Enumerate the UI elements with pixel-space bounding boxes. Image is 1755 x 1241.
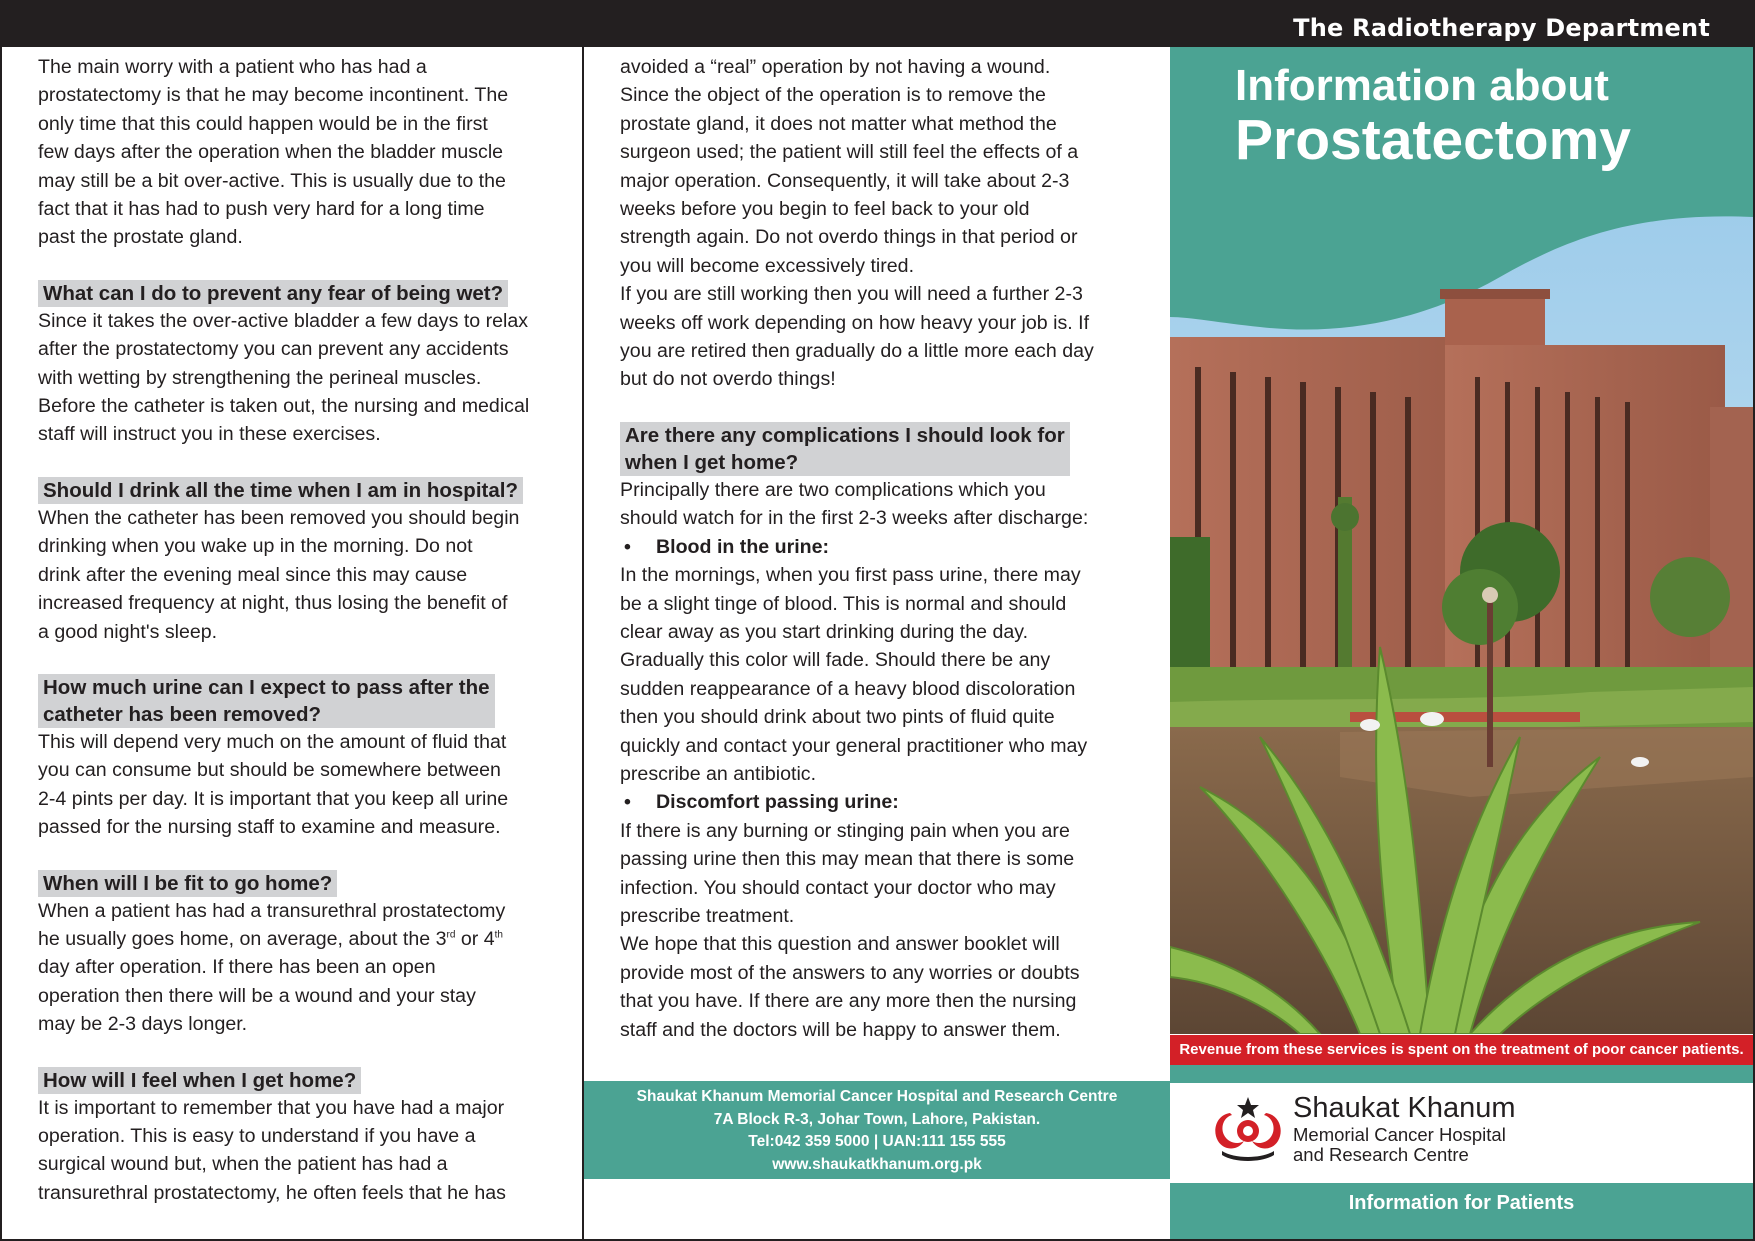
answer-urine-amount: This will depend very much on the amount of fluid that you can consume but should be somewhere between 2-4 pints per day. It is important that you keep all urine passed for the nursing staff to examine and measure.: [38, 730, 509, 839]
contact-block: [584, 1081, 1170, 1179]
text-discomfort: If there is any burning or stinging pain when you are passing urine then this may mean that there is some infection. You should contact your doctor who may prescribe treatment. We hope that this question and answer booklet will provide most of the answers to any worries or doubts that you have. If there are any more then the nursing staff and the doctors will be happy to answer them.: [620, 819, 1080, 1041]
hospital-website[interactable]: www.shaukatkhanum.org.pk: [772, 1155, 982, 1173]
bullet-dot-icon: •: [624, 791, 631, 814]
column-left: [0, 47, 584, 1241]
answer-fit-home: When a patient has had a transurethral prostatectomy he usually goes home, on average, about the 3rd or 4th day after operation. If there has been an open operation then there will be a wound and your stay may be 2-3 days longer.: [38, 899, 506, 1036]
cover-title-line2: Prostatectomy: [1235, 108, 1631, 172]
answer-complications: Principally there are two complications which you should watch for in the first 2-3 weeks after discharge:: [620, 478, 1089, 530]
question-complications: Are there any complications I should look for when I get home?: [620, 422, 1070, 476]
bullet-blood-urine: • Blood in the urine:: [620, 533, 1152, 561]
answer-feel-home: It is important to remember that you have had a major operation. This is easy to understand if you have a surgical wound but, when the patient has had a transurethral prostatectomy, he often feels that he has: [38, 1096, 506, 1204]
bullet-discomfort: • Discomfort passing urine:: [620, 788, 1152, 816]
question-fit-home: When will I be fit to go home?: [38, 870, 337, 897]
revenue-banner: Revenue from these services is spent on the treatment of poor cancer patients.: [1170, 1035, 1753, 1065]
question-prevent-wet: What can I do to prevent any fear of being wet?: [38, 280, 508, 307]
text-blood-urine: In the mornings, when you first pass urine, there may be a slight tinge of blood. This is normal and should clear away as you start drinking during the day. Gradually this color will fade. Should there be any sudden reappearance of a heavy blood discoloration then you should drink about two pints of fluid quite quickly and contact your general practitioner who may prescribe an antibiotic.: [620, 564, 1088, 785]
cover-panel: [1170, 47, 1755, 1241]
hospital-logo-icon: [1208, 1093, 1288, 1165]
logo-name: Shaukat Khanum: [1293, 1092, 1516, 1124]
continued-paragraph: avoided a “real” operation by not having a wound. Since the object of the operation is to remove the prostate gland, it does not matter what method the surgeon used; the patient will still feel the effects of a major operation. Consequently, it will take about 2-3 weeks before you begin to feel back to your old strength again. Do not overdo things in that period or you will become excessively tired. If you are still working then you will need a further 2-3 weeks off work depending on how heavy your job is. If you are retired then gradually do a little more each day but do not overdo things!: [620, 56, 1094, 391]
answer-prevent-wet: Since it takes the over-active bladder a few days to relax after the prostatectomy you can prevent any accidents with wetting by strengthening the perineal muscles. Before the catheter is taken out, the nursing and medical staff will instruct you in these exercises.: [38, 309, 530, 446]
answer-drink: When the catheter has been removed you should begin drinking when you wake up in the morning. Do not drink after the evening meal since this may cause increased frequency at night, thus losing the benefit of a good night's sleep.: [38, 506, 520, 643]
hospital-address: 7A Block R-3, Johar Town, Lahore, Pakistan.: [713, 1110, 1041, 1128]
column-middle: [584, 47, 1170, 1241]
hospital-name: Shaukat Khanum Memorial Cancer Hospital and Research Centre: [636, 1088, 1118, 1105]
intro-paragraph: The main worry with a patient who has had a prostatectomy is that he may become incontinent. The only time that this could happen would be in the first few days after the operation when the bladder muscle may still be a bit over-active. This is usually due to the fact that it has had to push very hard for a long time past the prostate gland.: [38, 56, 509, 249]
question-feel-home: How will I feel when I get home?: [38, 1067, 361, 1094]
cover-title-line1: Information about: [1235, 61, 1609, 110]
hospital-building-photo: [1170, 177, 1753, 1034]
question-drink: Should I drink all the time when I am in hospital?: [38, 477, 523, 504]
department-title: The Radiotherapy Department: [1293, 14, 1710, 42]
hospital-phone: Tel:042 359 5000 | UAN:111 155 555: [748, 1133, 1006, 1150]
top-bar: [0, 0, 1755, 47]
bullet-dot-icon: •: [624, 535, 631, 558]
info-for-patients-bar: Information for Patients: [1170, 1183, 1753, 1241]
question-urine-amount: How much urine can I expect to pass after the catheter has been removed?: [38, 674, 495, 728]
logo-area: [1170, 1065, 1753, 1165]
logo-subtitle: Memorial Cancer Hospital and Research Centre: [1293, 1124, 1506, 1165]
